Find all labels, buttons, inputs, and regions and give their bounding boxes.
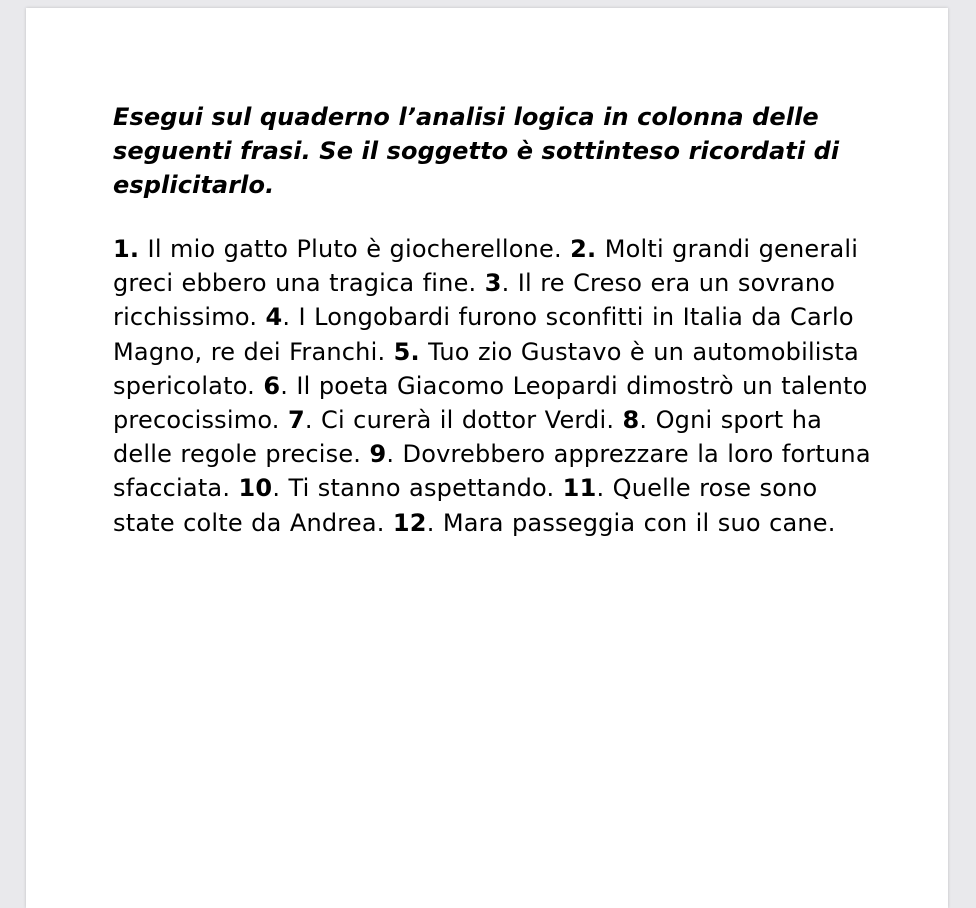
sentence-text: Molti grandi generali greci ebbero una tragica fine. xyxy=(113,235,859,298)
sentence-text: . Ci curerà il dottor Verdi. xyxy=(304,406,623,435)
sentence-text: . Ogni sport ha delle regole precise. xyxy=(113,406,823,469)
sentence-number: 7 xyxy=(287,406,305,435)
sentence-7 xyxy=(288,406,623,434)
sentence-text: . Il poeta Giacomo Leopardi dimostrò un talento precocissimo. xyxy=(113,371,868,435)
sentence-list xyxy=(113,232,873,540)
sentence-number: 3 xyxy=(484,269,502,298)
sentence-text: . Dovrebbero apprezzare la loro fortuna sfacciata. xyxy=(113,440,871,503)
sentence-12 xyxy=(393,509,836,537)
sentence-text: . Mara passeggia con il suo cane. xyxy=(426,508,836,537)
sentence-10 xyxy=(239,474,563,502)
page-content xyxy=(113,100,873,540)
sentence-1 xyxy=(113,235,570,263)
exercise-instruction: Esegui sul quaderno l’analisi logica in colonna delle seguenti frasi. Se il soggetto è sottinteso ricordati di esplicitarlo. xyxy=(113,103,840,199)
sentence-text: . Il re Creso era un sovrano ricchissimo. xyxy=(113,269,836,332)
sentence-number: 10 xyxy=(238,474,273,503)
sentence-number: 4 xyxy=(265,303,283,332)
sentence-number: 5. xyxy=(393,337,420,366)
sentence-number: 6 xyxy=(263,371,281,400)
sentence-number: 1. xyxy=(113,235,140,263)
sentence-text: . Quelle rose sono state colte da Andrea. xyxy=(113,474,818,537)
sentence-text: Tuo zio Gustavo è un automobilista spericolato. xyxy=(113,337,859,400)
sentence-number: 12 xyxy=(392,508,427,537)
sentence-number: 8 xyxy=(622,406,640,435)
sentence-text: . I Longobardi furono sconfitti in Italia da Carlo Magno, re dei Franchi. xyxy=(113,303,854,366)
sentence-number: 2. xyxy=(570,235,597,263)
sentence-text: . Ti stanno aspettando. xyxy=(272,474,563,503)
sentence-number: 11 xyxy=(562,474,597,503)
sentence-text: Il mio gatto Pluto è giocherellone. xyxy=(139,235,571,263)
document-page xyxy=(26,8,948,908)
sentence-number: 9 xyxy=(369,440,387,469)
